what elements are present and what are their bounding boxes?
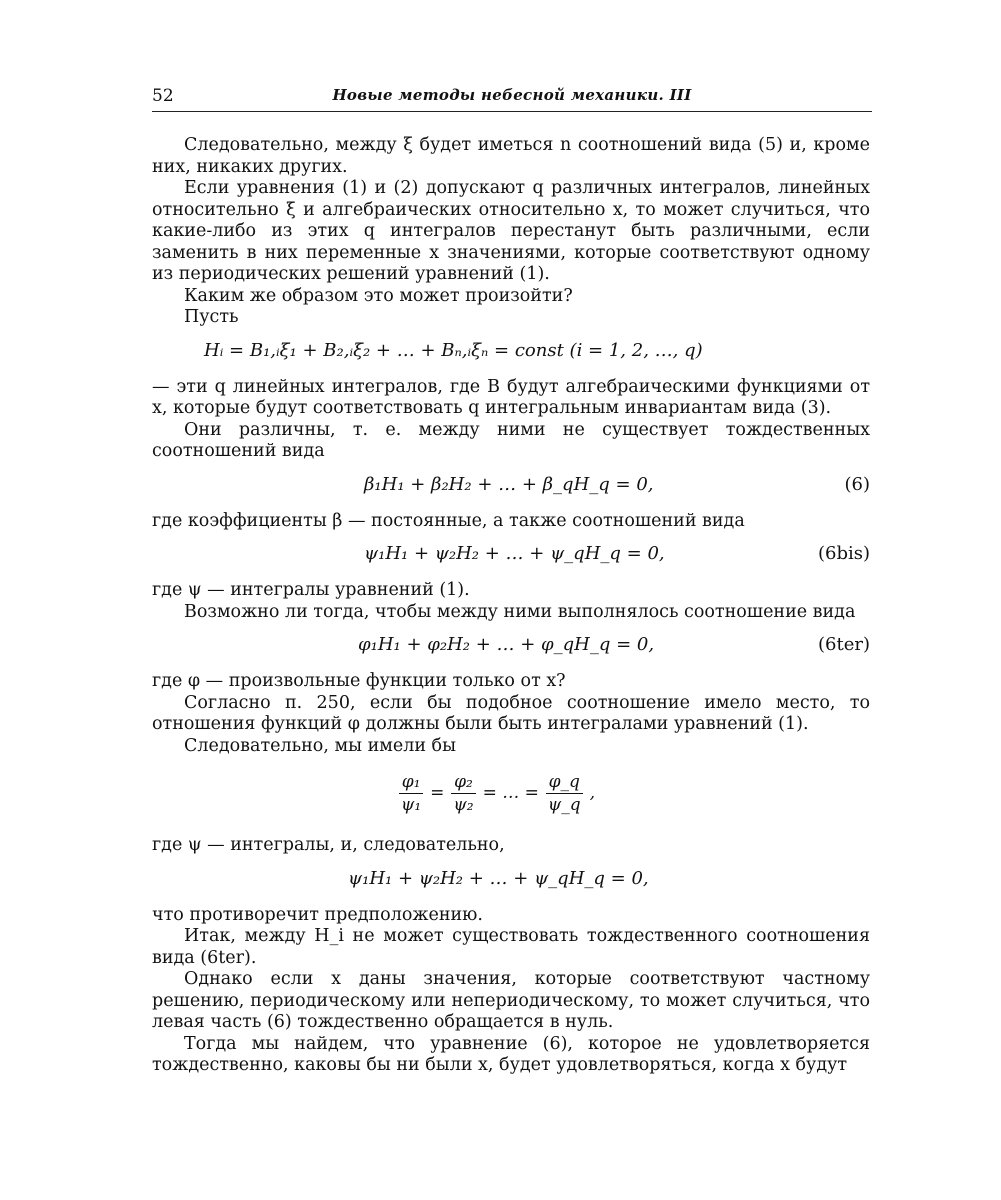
equation-6-text: β₁H₁ + β₂H₂ + … + β_qH_q = 0, [364,473,654,495]
header-rule [152,111,872,112]
paragraph-2: Если уравнения (1) и (2) допускают q различных интегралов, линейных относительно ξ и алгебраических относительно x, то может случиться, что какие-либо из этих q интегралов перестанут быть различными, если заменить в них переменные x значениями, которые соответствуют одному из периодических решений уравнений (1). [152,178,870,284]
paragraph-13: где ψ — интегралы, и, следовательно, [152,835,505,855]
paragraph-3: Каким же образом это может произойти? [184,285,573,306]
ratio-ellipsis: = … = [482,783,539,803]
paragraph-8: где ψ — интегралы уравнений (1). [152,580,470,600]
page-number: 52 [152,86,174,106]
equation-h-linear-integrals [152,338,870,364]
page-header [152,86,872,112]
equation-6 [152,472,870,498]
equation-ratio: $\frac{\text{φ₁}}{\text{ψ₁}}$ = $\frac{\text{φ₂}}{\text{ψ₂}}$ = … = $\frac{\varphi\_q}{\psi\_q}$ , [152,763,870,827]
paragraph-15: Итак, между H_i не может существовать тождественного соотношения вида (6ter). [152,926,870,968]
paragraph-12: Следовательно, мы имели бы [184,735,457,756]
paragraph-4: Пусть [184,307,239,327]
equation-6ter-text: φ₁H₁ + φ₂H₂ + … + φ_qH_q = 0, [358,634,655,655]
fraction-2: $\frac{\text{φ₂}}{\text{ψ₂}}$ [450,771,476,816]
equation-6ter [152,632,870,658]
fraction-q: $\frac{\varphi\_q}{\psi\_q}$ [545,771,584,816]
equation-6-label: (6) [844,473,870,495]
paragraph-5: — эти q линейных интегралов, где B будут алгебраическими функциями от x, которые будут соответствовать q интегральным инвариантам вида (3). [152,376,870,418]
page-body [152,135,870,1077]
paragraph-16: Однако если x даны значения, которые соответствуют частному решению, периодическому или непериодическому, то может случиться, что левая часть (6) тождественно обращается в нуль. [152,969,870,1032]
equation-6bis [152,541,870,567]
paragraph-10: где φ — произвольные функции только от x? [152,671,566,691]
equation-6bis-text: ψ₁H₁ + ψ₂H₂ + … + ψ_qH_q = 0, [364,543,665,564]
paragraph-1: Следовательно, между ξ будет иметься n соотношений вида (5) и, кроме них, никаких других. [152,135,870,177]
equation-6ter-label: (6ter) [818,634,870,655]
equation-psi-text: ψ₁H₁ + ψ₂H₂ + … + ψ_qH_q = 0, [348,867,649,889]
paragraph-11: Согласно п. 250, если бы подобное соотношение имело место, то отношения функций φ должны были быть интегралами уравнений (1). [152,692,870,734]
equation-6bis-label: (6bis) [817,543,870,564]
paragraph-17: Тогда мы найдем, что уравнение (6), которое не удовлетворяется тождественно, каковы бы ни были x, будет удовлетворяться, когда x будут [152,1033,870,1075]
paragraph-14: что противоречит предположению. [152,904,483,925]
equation-psi [152,866,870,892]
paragraph-7: где коэффициенты β — постоянные, а также соотношений вида [152,510,745,531]
fraction-1: $\frac{\text{φ₁}}{\text{ψ₁}}$ [398,771,424,816]
paragraph-9: Возможно ли тогда, чтобы между ними выполнялось соотношение вида [184,601,856,622]
running-title: Новые методы небесной механики. III [332,86,692,104]
paragraph-6: Они различны, т. е. между ними не существует тождественных соотношений вида [152,419,870,461]
equation-h-text: Hᵢ = B₁,ᵢξ₁ + B₂,ᵢξ₂ + … + Bₙ,ᵢξₙ = const (i = 1, 2, …, q) [204,339,703,361]
